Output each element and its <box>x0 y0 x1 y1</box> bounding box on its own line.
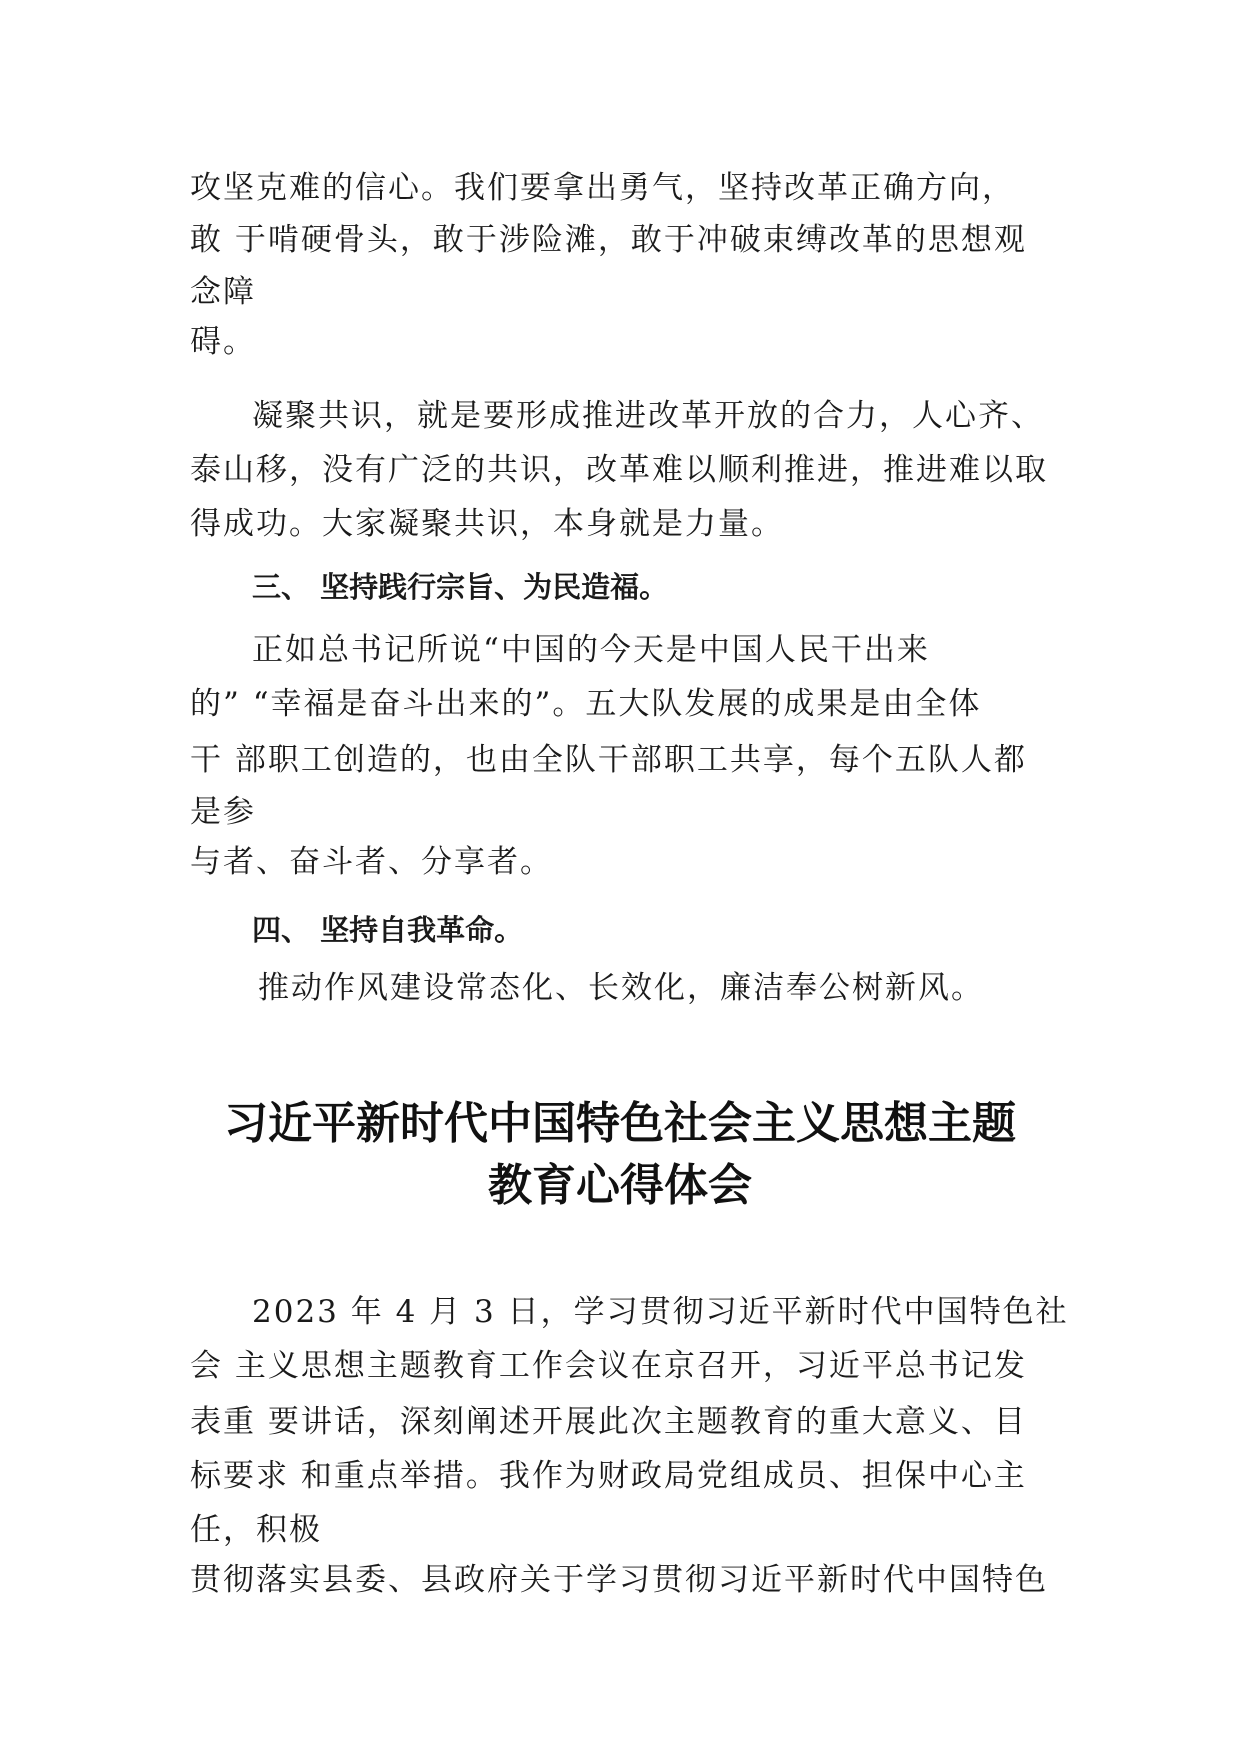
section3-line-4: 是参 <box>190 794 256 830</box>
article-line-2: 会 主义思想主题教育工作会议在京召开，习近平总书记发 <box>190 1348 1027 1384</box>
paragraph1-line-4: 碍。 <box>190 324 256 360</box>
section3-line-1: 正如总书记所说“中国的今天是中国人民干出来 <box>252 632 930 668</box>
article-title-line-1: 习近平新时代中国特色社会主义思想主题 <box>224 1098 1016 1149</box>
article-line-4: 标要求 和重点举措。我作为财政局党组成员、担保中心主 <box>190 1458 1027 1494</box>
paragraph1-line-3: 念障 <box>190 274 256 310</box>
section3-heading: 三、 坚持践行宗旨、为民造福。 <box>252 570 669 604</box>
paragraph1-line-2: 敢 于啃硬骨头，敢于涉险滩，敢于冲破束缚改革的思想观 <box>190 222 1027 258</box>
section3-line-5: 与者、奋斗者、分享者。 <box>190 844 553 880</box>
section4-line-1: 推动作风建设常态化、长效化，廉洁奉公树新风。 <box>258 970 984 1006</box>
article-title-line-2: 教育心得体会 <box>488 1160 752 1211</box>
article-line-3: 表重 要讲话，深刻阐述开展此次主题教育的重大意义、目 <box>190 1404 1027 1440</box>
paragraph2-line-2: 泰山移，没有广泛的共识，改革难以顺利推进，推进难以取 <box>190 452 1048 488</box>
article-line-1: 2023 年 4 月 3 日，学习贯彻习近平新时代中国特色社 <box>252 1294 1069 1330</box>
paragraph2-line-3: 得成功。大家凝聚共识，本身就是力量。 <box>190 506 784 542</box>
paragraph2-line-1: 凝聚共识，就是要形成推进改革开放的合力，人心齐、 <box>252 398 1044 434</box>
section3-line-2: 的” “幸福是奋斗出来的”。五大队发展的成果是由全体 <box>190 686 982 722</box>
section3-line-3: 干 部职工创造的，也由全队干部职工共享，每个五队人都 <box>190 742 1027 778</box>
article-line-5: 任，积极 <box>190 1512 322 1548</box>
section4-heading: 四、 坚持自我革命。 <box>252 913 524 947</box>
article-line-6: 贯彻落实县委、县政府关于学习贯彻习近平新时代中国特色 <box>190 1562 1048 1598</box>
paragraph1-line-1: 攻坚克难的信心。我们要拿出勇气，坚持改革正确方向， <box>190 170 1015 206</box>
